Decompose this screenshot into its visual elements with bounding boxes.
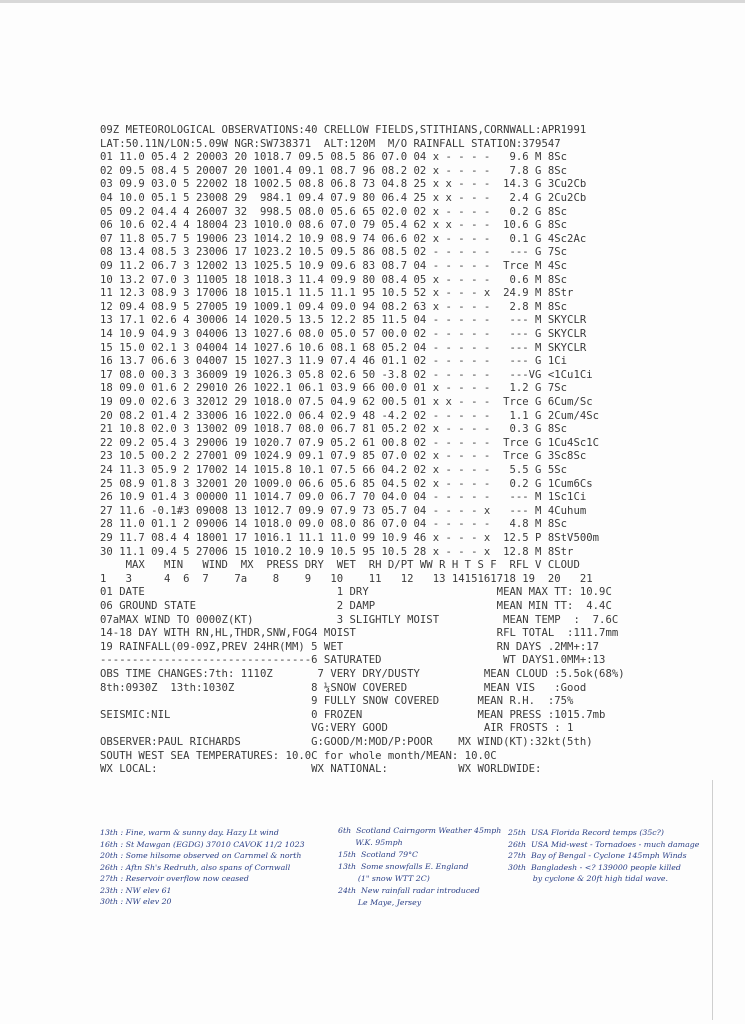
observation-row: 03 09.9 03.0 5 22002 18 1002.5 08.8 06.8 73 04.8 25 x x - - - 14.3 G 3Cu2Cb [100, 178, 587, 191]
observation-row: 05 09.2 04.4 4 26007 32 998.5 08.0 05.6 65 02.0 02 x - - - - 0.2 G 8Sc [100, 205, 568, 218]
national-weather-note: 13th Some snowfalls E. England [338, 862, 469, 871]
legend-line: 07aMAX WIND TO 0000Z(KT) 3 SLIGHTLY MOIST MEAN TEMP : 7.6C [100, 613, 619, 626]
local-weather-note: 16th : St Mawgan (EGDG) 37010 CAVOK 11/2 1023 [100, 839, 305, 849]
observation-row: 07 11.8 05.7 5 19006 23 1014.2 10.9 08.9 74 06.6 02 x - - - - 0.1 G 4Sc2Ac [100, 232, 587, 245]
observation-row: 17 08.0 00.3 3 36009 19 1026.3 05.8 02.6 50 -3.8 02 - - - - - ---VG <1Cu1Ci [100, 368, 593, 381]
legend-line: SOUTH WEST SEA TEMPERATURES: 10.0C for whole month/MEAN: 10.0C [100, 749, 497, 762]
observation-row: 23 10.5 00.2 2 27001 09 1024.9 09.1 07.9 85 07.0 02 x - - - - Trce G 3Sc8Sc [100, 450, 587, 463]
observation-row: 02 09.5 08.4 5 20007 20 1001.4 09.1 08.7 96 08.2 02 x - - - - 7.8 G 8Sc [100, 164, 568, 177]
worldwide-weather-note: by cyclone & 20ft high tidal wave. [508, 874, 668, 883]
legend-line: OBSERVER:PAUL RICHARDS G:GOOD/M:MOD/P:POOR MX WIND(KT):32kt(5th) [100, 736, 593, 748]
observation-row: 27 11.6 -0.1#3 09008 13 1012.7 09.9 07.9 73 05.7 04 - - - - x --- M 4Cuhum [100, 504, 587, 517]
observation-row: 20 08.2 01.4 2 33006 16 1022.0 06.4 02.9 48 -4.2 02 - - - - - 1.1 G 2Cum/4Sc [100, 409, 600, 422]
observation-row: 08 13.4 08.5 3 23006 17 1023.2 10.5 09.5 86 08.5 02 - - - - - --- G 7Sc [100, 246, 568, 259]
observation-row: 24 11.3 05.9 2 17002 14 1015.8 10.1 07.5 66 04.2 02 x - - - - 5.5 G 5Sc [100, 464, 568, 476]
column-numbers: 1 3 4 6 7 7a 8 9 10 11 12 13 1415161718 19 20 21 [100, 572, 593, 585]
observation-row: 10 13.2 07.0 3 11005 18 1018.3 11.4 09.9 80 08.4 05 x - - - - 0.6 M 8Sc [100, 273, 568, 286]
local-weather-note: 20th : Some hilsome observed on Carnmel & north [100, 851, 302, 860]
local-weather-note: 13th : Fine, warm & sunny day. Hazy Lt wind [100, 828, 279, 837]
observation-row: 04 10.0 05.1 5 23008 29 984.1 09.4 07.9 80 06.4 25 x x - - - 2.4 G 2Cu2Cb [100, 192, 587, 204]
local-weather-note: 26th : Aftn Sh's Redruth, also spans of Cornwall [100, 862, 291, 872]
observation-row: 09 11.2 06.7 3 12002 13 1025.5 10.9 09.6 83 08.7 04 - - - - - Trce M 4Sc [100, 260, 568, 272]
legend-line: 9 FULLY SNOW COVERED MEAN R.H. :75% [100, 695, 574, 708]
observation-row: 15 15.0 02.1 3 04004 14 1027.6 10.6 08.1 68 05.2 04 - - - - - --- M SKYCLR [100, 341, 587, 354]
legend-line: 06 GROUND STATE 2 DAMP MEAN MIN TT: 4.4C [100, 600, 612, 612]
national-weather-note: W.K. 95mph [338, 838, 403, 847]
observation-row: 22 09.2 05.4 3 29006 19 1020.7 07.9 05.2 61 00.8 02 - - - - - Trce G 1Cu4Sc1C [100, 436, 600, 449]
local-weather-note: 27th : Reservoir overflow now ceased [100, 874, 249, 883]
observation-row: 26 10.9 01.4 3 00000 11 1014.7 09.0 06.7 70 04.0 04 - - - - - --- M 1Sc1Ci [100, 491, 587, 504]
legend-line: WX LOCAL: WX NATIONAL: WX WORLDWIDE: [100, 763, 542, 776]
legend-line: 01 DATE 1 DRY MEAN MAX TT: 10.9C [100, 586, 612, 599]
national-weather-note: 24th New rainfall radar introduced [338, 886, 480, 895]
legend-line: OBS TIME CHANGES:7th: 1110Z 7 VERY DRY/DUSTY MEAN CLOUD :5.5ok(68%) [100, 668, 625, 680]
observation-row: 13 17.1 02.6 4 30006 14 1020.5 13.5 12.2 85 11.5 04 - - - - - --- M SKYCLR [100, 314, 587, 327]
observation-row: 11 12.3 08.9 3 17006 18 1015.1 11.5 11.1 95 10.5 52 x - - - x 24.9 M 8Str [100, 287, 574, 300]
national-weather-note: (1" snow WTT 2C) [338, 874, 430, 883]
local-weather-note: 30th : NW elev 20 [100, 897, 172, 906]
page-top-border [0, 0, 745, 3]
national-weather-note: 15th Scotland 79°C [338, 850, 418, 859]
report-title: 09Z METEOROLOGICAL OBSERVATIONS:40 CRELLOW FIELDS,STITHIANS,CORNWALL:APR1991 [100, 124, 587, 136]
legend-line: 19 RAINFALL(09-09Z,PREV 24HR(MM) 5 WET RN DAYS .2MM+:17 [100, 640, 600, 653]
national-weather-note: 6th Scotland Cairngorm Weather 45mph [338, 826, 502, 835]
observation-row: 16 13.7 06.6 3 04007 15 1027.3 11.9 07.4 46 01.1 02 - - - - - --- G 1Ci [100, 355, 568, 368]
legend-line: 8th:0930Z 13th:1030Z 8 ¼SNOW COVERED MEAN VIS :Good [100, 681, 587, 694]
observation-row: 12 09.4 08.9 5 27005 19 1009.1 09.4 09.0 94 08.2 63 x - - - - 2.8 M 8Sc [100, 300, 568, 313]
legend-line: ---------------------------------6 SATURATED WT DAYS1.0MM+:13 [100, 654, 606, 667]
observation-row: 25 08.9 01.8 3 32001 20 1009.0 06.6 05.6 85 04.5 02 x - - - - 0.2 G 1Cum6Cs [100, 477, 593, 490]
worldwide-weather-note: 30th Bangladesh - <? 139000 people killed [508, 862, 681, 872]
observation-row: 14 10.9 04.9 3 04006 13 1027.6 08.0 05.0 57 00.0 02 - - - - - --- G SKYCLR [100, 328, 587, 340]
observation-row: 29 11.7 08.4 4 18001 17 1016.1 11.1 11.0 99 10.9 46 x - - - x 12.5 P 8StV500m [100, 532, 600, 544]
legend-line: 14-18 DAY WITH RN,HL,THDR,SNW,FOG4 MOIST RFL TOTAL :111.7mm [100, 627, 619, 640]
page-edge-line [712, 780, 713, 1020]
observation-row: 01 11.0 05.4 2 20003 20 1018.7 09.5 08.5 86 07.0 04 x - - - - 9.6 M 8Sc [100, 151, 568, 164]
worldwide-weather-note: 26th USA Mid-west - Tornadoes - much damage [508, 839, 700, 849]
column-header: MAX MIN WIND MX PRESS DRY WET RH D/PT WW R H T S F RFL V CLOUD [100, 559, 580, 572]
observation-row: 06 10.6 02.4 4 18004 23 1010.0 08.6 07.0 79 05.4 62 x x - - - 10.6 G 8Sc [100, 219, 568, 232]
observation-row: 21 10.8 02.0 3 13002 09 1018.7 08.0 06.7 81 05.2 02 x - - - - 0.3 G 8Sc [100, 423, 568, 436]
legend-line: VG:VERY GOOD AIR FROSTS : 1 [100, 722, 574, 735]
national-weather-note: Le Maye, Jersey [338, 898, 422, 907]
worldwide-weather-note: 25th USA Florida Record temps (35c?) [508, 828, 664, 837]
observation-row: 19 09.0 02.6 3 32012 29 1018.0 07.5 04.9 62 00.5 01 x x - - - Trce G 6Cum/Sc [100, 396, 593, 408]
station-location: LAT:50.11N/LON:5.09W NGR:SW738371 ALT:120M M/O RAINFALL STATION:379547 [100, 137, 561, 150]
worldwide-weather-note: 27th Bay of Bengal - Cyclone 145mph Winds [508, 851, 687, 860]
local-weather-note: 23th : NW elev 61 [100, 885, 172, 895]
legend-line: SEISMIC:NIL 0 FROZEN MEAN PRESS :1015.7mb [100, 708, 606, 721]
observation-row: 30 11.1 09.4 5 27006 15 1010.2 10.9 10.5 95 10.5 28 x - - - x 12.8 M 8Str [100, 545, 574, 558]
observation-row: 28 11.0 01.1 2 09006 14 1018.0 09.0 08.0 86 07.0 04 - - - - - 4.8 M 8Sc [100, 518, 568, 531]
observation-row: 18 09.0 01.6 2 29010 26 1022.1 06.1 03.9 66 00.0 01 x - - - - 1.2 G 7Sc [100, 382, 568, 395]
